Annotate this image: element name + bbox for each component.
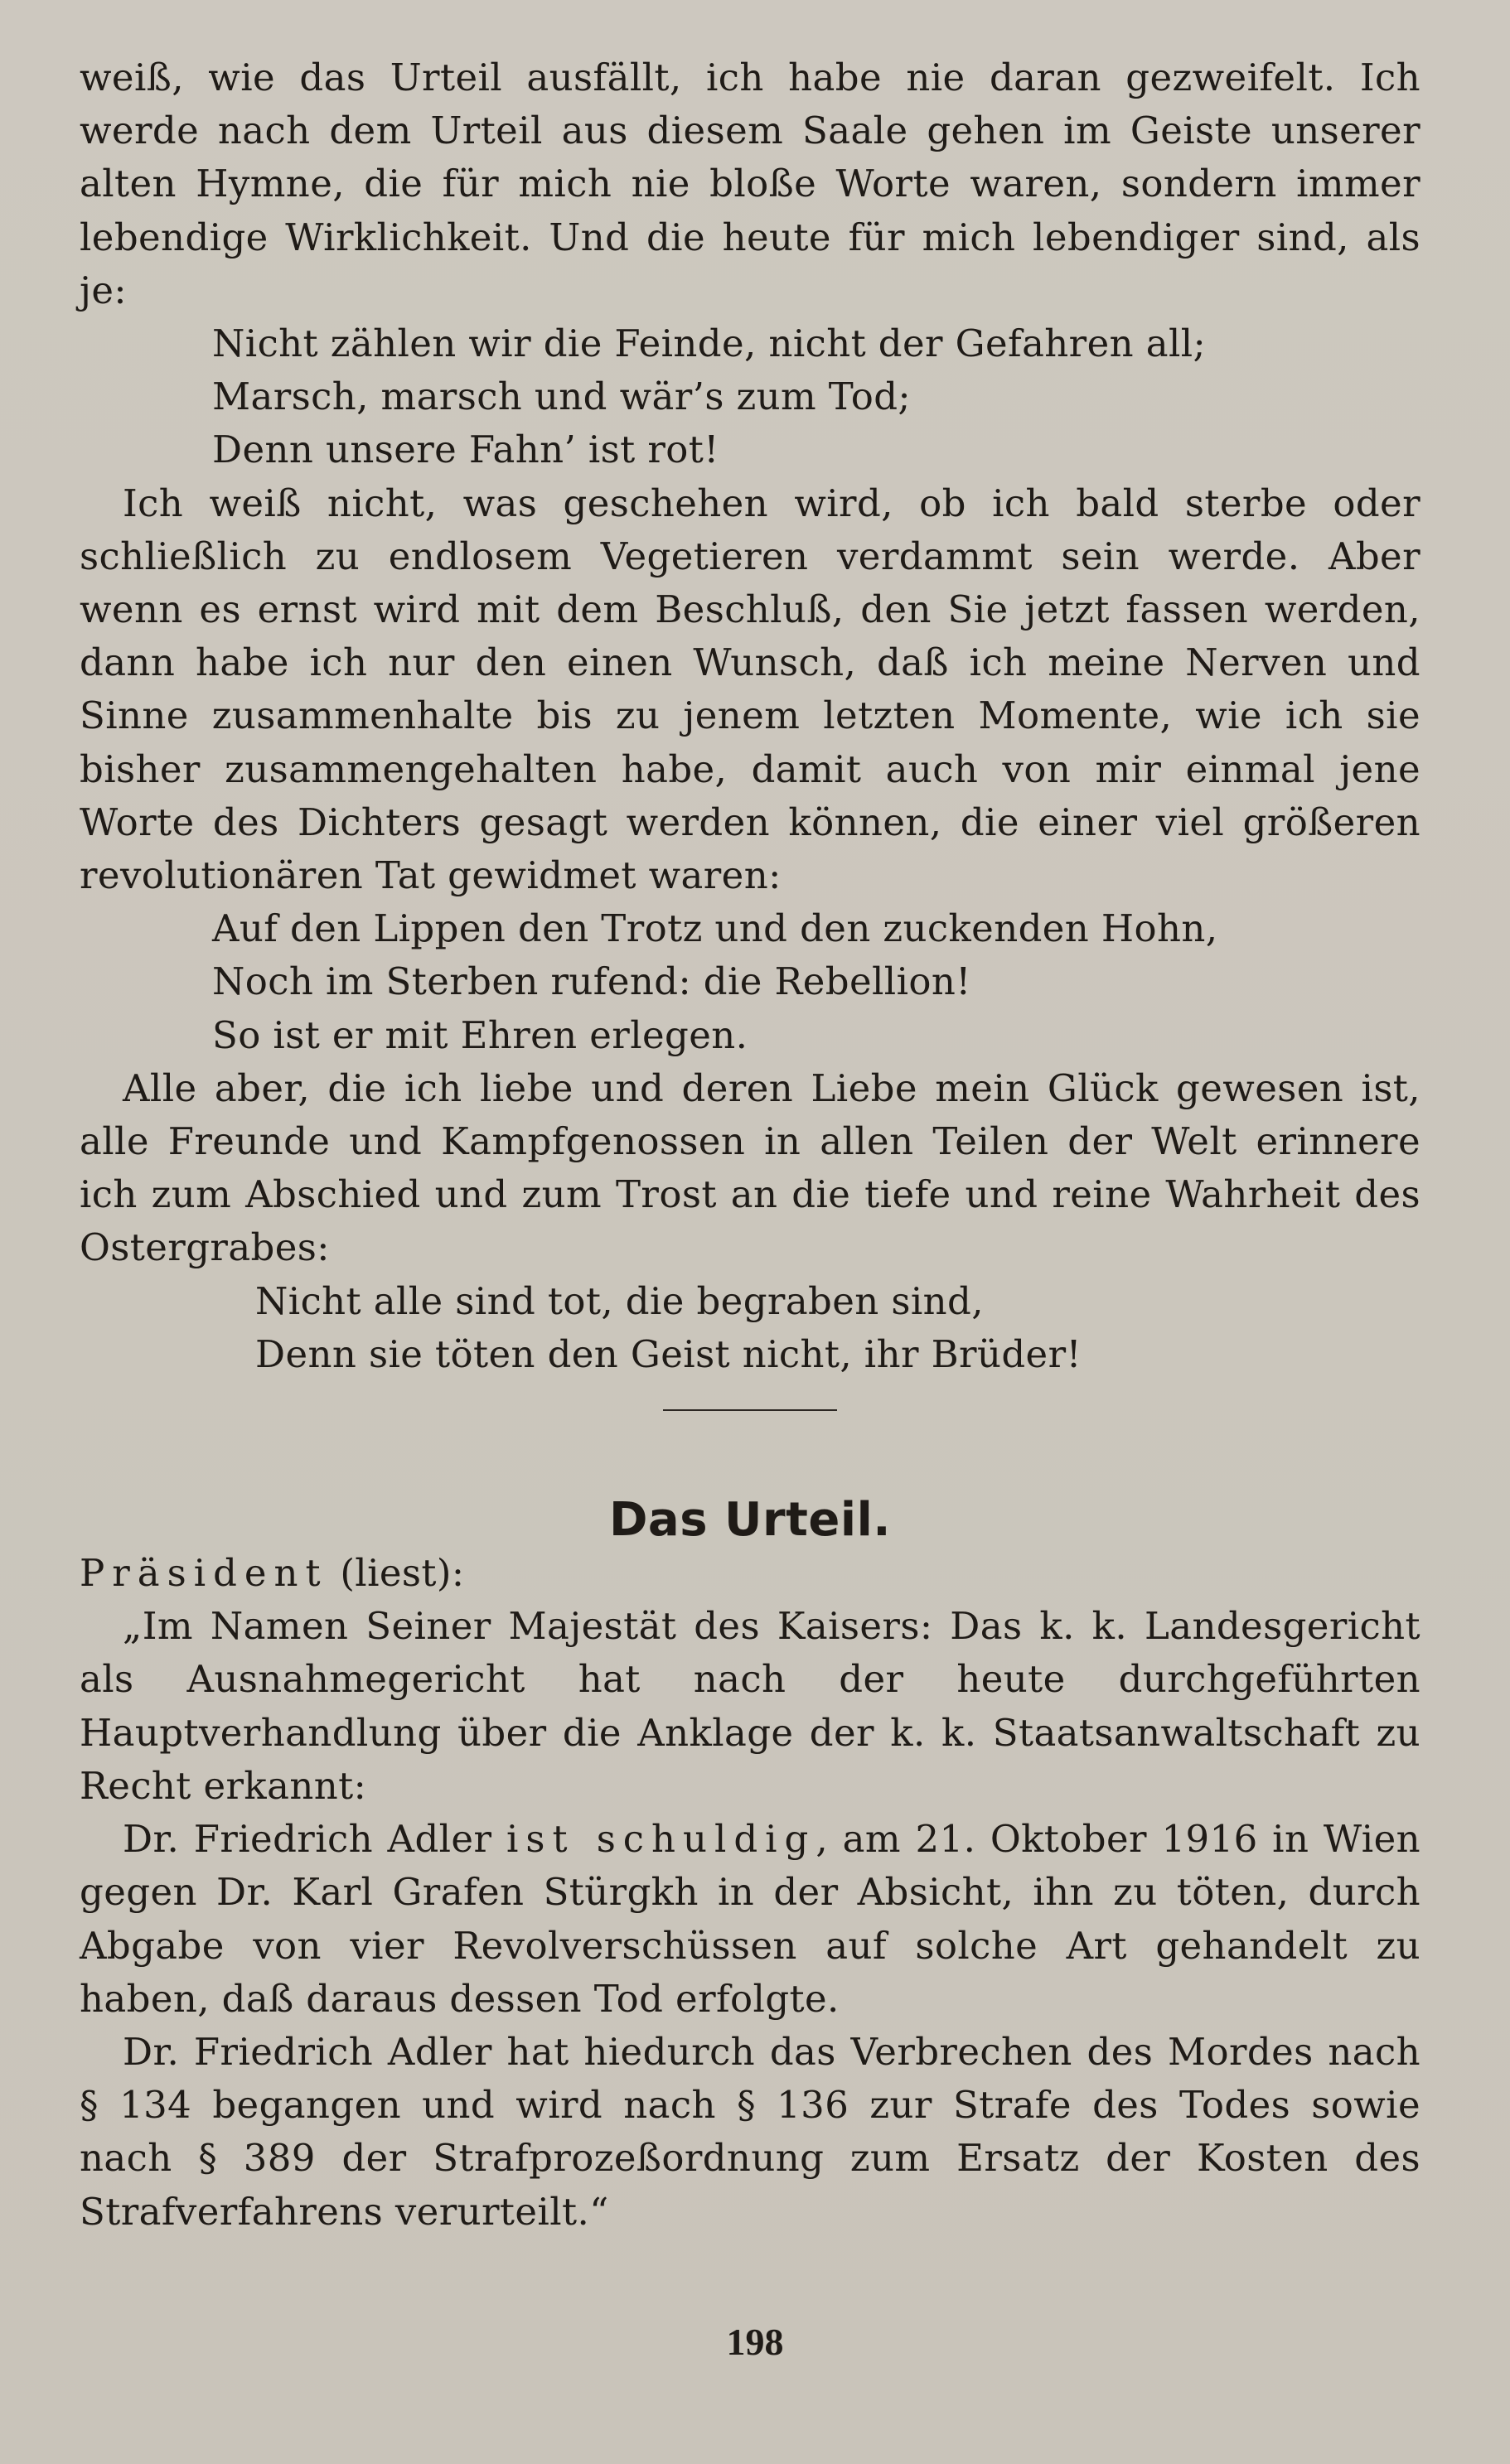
speaker-note: (liest): [340, 1551, 465, 1596]
verse-line: Marsch, marsch und wär’s zum Tod; [212, 374, 911, 419]
paragraph-3: Alle aber, die ich liebe und deren Liebe mein Glück gewesen ist, alle Freunde und Kampfgenossen in allen Teilen der Welt erinnere ich zum Abschied und zum Trost an die tiefe und reine Wahrheit des Ostergrabes: [80, 1065, 1420, 1270]
speaker-line [80, 1547, 1420, 1600]
verse-line: Denn sie töten den Geist nicht, ihr Brüder! [255, 1331, 1082, 1376]
verse-line: Auf den Lippen den Trotz und den zuckenden Hohn, [212, 906, 1218, 951]
paragraph-2: Ich weiß nicht, was geschehen wird, ob ich bald sterbe oder schließlich zu endlosem Vegetieren verdammt sein werde. Aber wenn es ernst wird mit dem Beschluß, den Sie jetzt fassen werden, dann habe ich nur den einen Wunsch, daß ich meine Nerven und Sinne zusammenhalte bis zu jenem letzten Momente, wie ich sie bisher zusammengehalten habe, damit auch von mir einmal jene Worte des Dichters gesagt werden können, die einer viel größeren revolutionären Tat gewidmet waren: [80, 481, 1420, 898]
page-body [80, 51, 1420, 2239]
verse-line: Nicht alle sind tot, die begraben sind, [255, 1278, 984, 1323]
paragraph-sentence: Dr. Friedrich Adler hat hiedurch das Verbrechen des Mordes nach § 134 begangen und wird nach § 136 zur Strafe des Todes sowie nach § 389 der Strafprozeßordnung zum Ersatz der Kosten des Strafverfahrens verurteilt.“ [80, 2029, 1420, 2234]
speaker-name: Präsident [80, 1551, 328, 1596]
verse-block-2 [80, 902, 1420, 1062]
paragraph-1: weiß, wie das Urteil ausfällt, ich habe nie daran gezweifelt. Ich werde nach dem Urteil aus diesem Saale gehen im Geiste unserer alten Hymne, die für mich nie bloße Worte waren, sondern immer lebendige Wirklichkeit. Und die heute für mich lebendiger sind, als je: [80, 56, 1420, 312]
verse-line: So ist er mit Ehren erlegen. [212, 1012, 748, 1057]
verdict-pre: Dr. Friedrich Adler [123, 1817, 506, 1862]
section-divider [663, 1409, 837, 1411]
paragraph-verdict-intro: „Im Namen Seiner Majestät des Kaisers: Das k. k. Landesgericht als Ausnahmegericht hat nach der heute durchgeführten Hauptverhandlung über die Anklage der k. k. Staatsanwaltschaft zu Recht erkannt: [80, 1604, 1420, 1808]
verse-line: Noch im Sterben rufend: die Rebellion! [212, 959, 971, 1004]
page-number: 198 [726, 2321, 784, 2363]
section-heading: Das Urteil. [608, 1493, 892, 1548]
verse-line: Denn unsere Fahn’ ist rot! [212, 428, 719, 472]
verse-block-1 [80, 317, 1420, 477]
verse-line: Nicht zählen wir die Feinde, nicht der Gefahren all; [212, 321, 1207, 366]
paragraph-verdict [80, 1813, 1420, 2026]
verdict-emphasis: ist schuldig [506, 1817, 816, 1862]
verdict-post: , am 21. Oktober 1916 in Wien gegen Dr. Karl Grafen Stürgkh in der Absicht, ihn zu töten, durch Abgabe von vier Revolverschüssen auf solche Art gehandelt zu haben, daß daraus dessen Tod erfolgte. [80, 1817, 1420, 2021]
verse-block-3 [80, 1275, 1420, 1381]
